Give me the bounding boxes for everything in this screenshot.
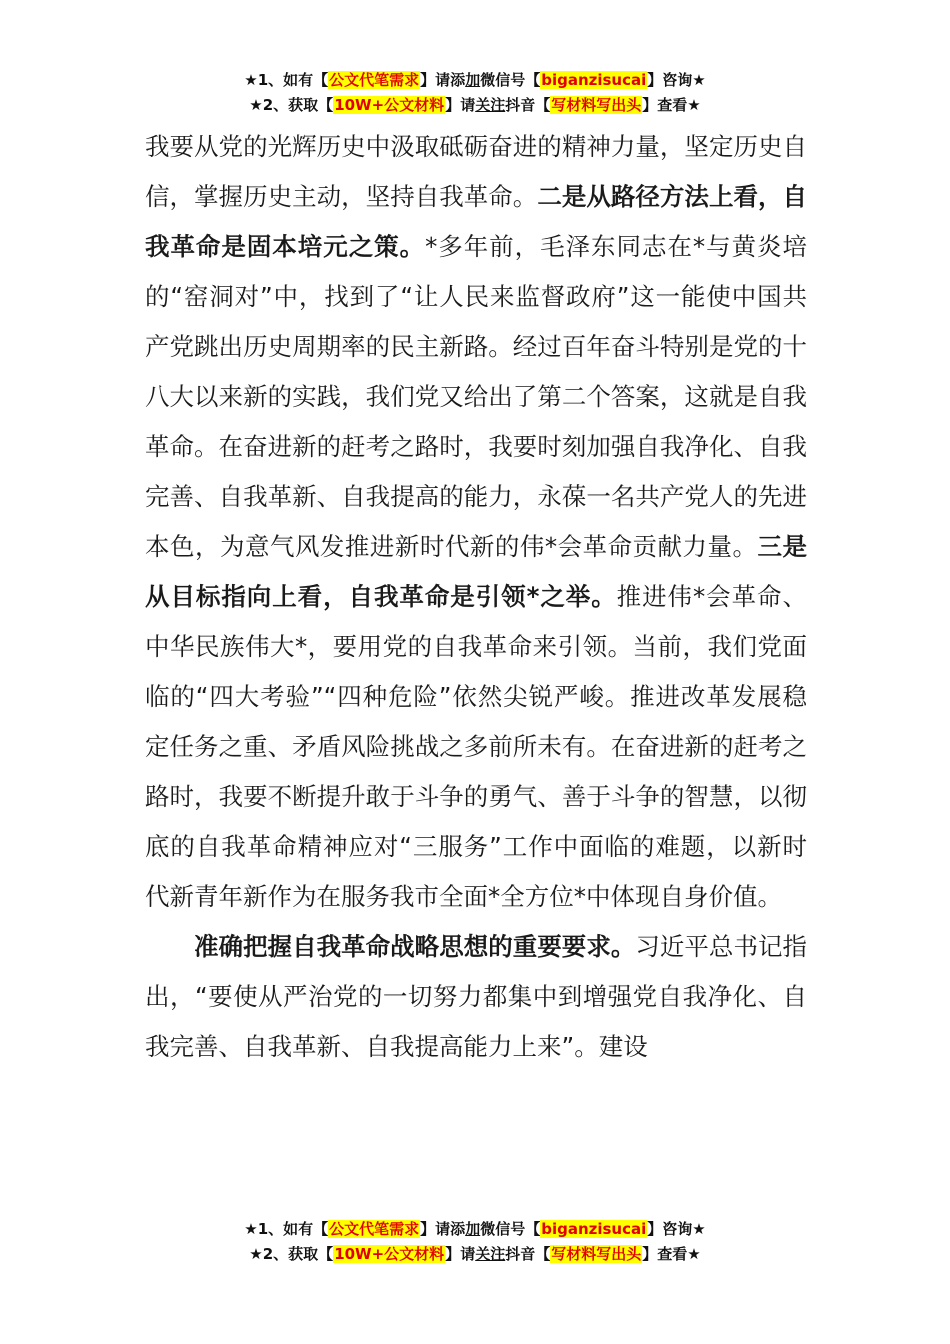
banner-line-1: ★1、如有【公文代笔需求】请添加微信号【biganzisucai】咨询★	[244, 71, 706, 89]
footer-banner-line-1: ★1、如有【公文代笔需求】请添加微信号【biganzisucai】咨询★	[244, 1220, 706, 1238]
footer-banner	[0, 1217, 950, 1267]
highlight-wechat-id: biganzisucai	[541, 71, 647, 89]
highlight-materials: 10W+公文材料	[334, 96, 445, 114]
banner-line-2: ★2、获取【10W+公文材料】请关注抖音【写材料写出头】查看★	[249, 96, 701, 114]
highlight-douyin-account: 写材料写出头	[551, 1245, 642, 1263]
highlight-materials: 10W+公文材料	[334, 1245, 445, 1263]
bold-heading-2: 二是从路径方法上看，自我革命是固本培元之策。	[145, 182, 808, 261]
highlight-service: 公文代笔需求	[329, 71, 420, 89]
bold-section-heading: 准确把握自我革命战略思想的重要要求。	[194, 932, 636, 961]
header-banner	[0, 68, 950, 118]
highlight-service: 公文代笔需求	[329, 1220, 420, 1238]
highlight-douyin-account: 写材料写出头	[551, 96, 642, 114]
bold-heading-3: 三是从目标指向上看，自我革命是引领*之举。	[145, 532, 808, 611]
footer-banner-line-2: ★2、获取【10W+公文材料】请关注抖音【写材料写出头】查看★	[249, 1245, 701, 1263]
highlight-wechat-id: biganzisucai	[541, 1220, 647, 1238]
paragraph-2: 准确把握自我革命战略思想的重要要求。习近平总书记指出，“要使从严治党的一切努力都集中到增强党自我净化、自我完善、自我革新、自我提高能力上来”。建设	[145, 932, 807, 1061]
paragraph-1: 我要从党的光辉历史中汲取砥砺奋进的精神力量，坚定历史自信，掌握历史主动，坚持自我革命。二是从路径方法上看，自我革命是固本培元之策。*多年前，毛泽东同志在*与黄炎培的“窑洞对”中，找到了“让人民来监督政府”这一能使中国共产党跳出历史周期率的民主新路。经过百年奋斗特别是党的十八大以来新的实践，我们党又给出了第二个答案，这就是自我革命。在奋进新的赶考之路时，我要时刻加强自我净化、自我完善、自我革新、自我提高的能力，永葆一名共产党人的先进本色，为意气风发推进新时代新的伟*会革命贡献力量。三是从目标指向上看，自我革命是引领*之举。推进伟*会革命、中华民族伟大*，要用党的自我革命来引领。当前，我们党面临的“四大考验”“四种危险”依然尖锐严峻。推进改革发展稳定任务之重、矛盾风险挑战之多前所未有。在奋进新的赶考之路时，我要不断提升敢于斗争的勇气、善于斗争的智慧，以彻底的自我革命精神应对“三服务”工作中面临的难题，以新时代新青年新作为在服务我市全面*全方位*中体现自身价值。	[145, 132, 808, 911]
document-body	[145, 122, 807, 1072]
